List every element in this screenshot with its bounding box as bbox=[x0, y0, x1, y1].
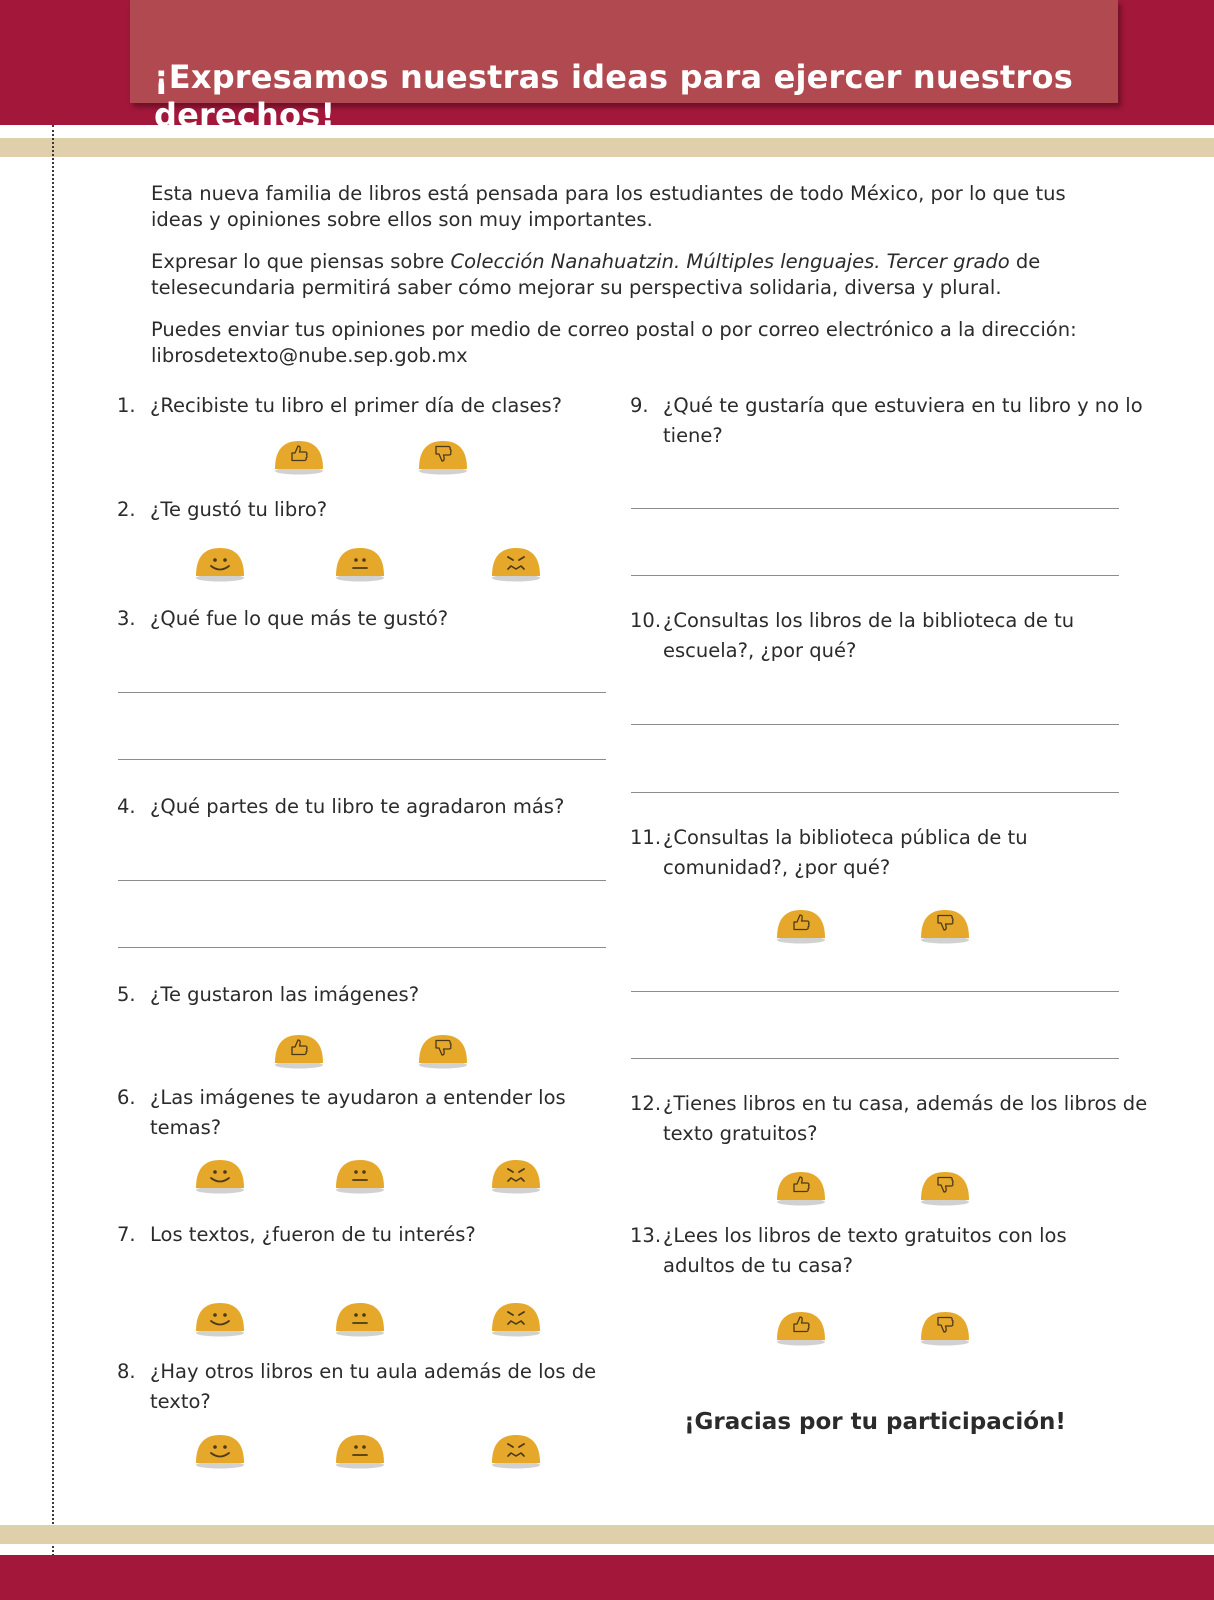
question-number: 6. bbox=[117, 1086, 136, 1109]
answer-line[interactable] bbox=[631, 724, 1119, 725]
question-number: 8. bbox=[117, 1360, 136, 1383]
thumbs-up-icon[interactable] bbox=[774, 1169, 828, 1209]
top-divider-stripe bbox=[0, 138, 1214, 157]
book-title: Colección Nanahuatzin. Múltiples lenguajes. Tercer grado bbox=[450, 250, 1010, 273]
neutral-face-icon[interactable] bbox=[333, 545, 387, 585]
question-text-cont: temas? bbox=[150, 1116, 222, 1139]
happy-face-icon[interactable] bbox=[193, 1157, 247, 1197]
intro-paragraph-3: Puedes enviar tus opiniones por medio de correo postal o por correo electrónico a la dirección: librosdetexto@nube.sep.gob.mx bbox=[151, 318, 1077, 367]
answer-line[interactable] bbox=[118, 759, 606, 760]
question-text-cont: texto? bbox=[150, 1390, 211, 1413]
bottom-divider-stripe bbox=[0, 1525, 1214, 1544]
intro-paragraph-1: Esta nueva familia de libros está pensada para los estudiantes de todo México, por lo que tus ideas y opiniones sobre ellos son muy importantes. bbox=[151, 182, 1066, 231]
thumbs-down-icon[interactable] bbox=[918, 907, 972, 947]
question-number: 13. bbox=[630, 1224, 662, 1247]
question-number: 5. bbox=[117, 983, 136, 1006]
intro-p2-end: de telesecundaria permitirá saber cómo mejorar su perspectiva solidaria, diversa y plural. bbox=[151, 250, 1041, 299]
angry-face-icon[interactable] bbox=[489, 545, 543, 585]
question-number: 3. bbox=[117, 607, 136, 630]
answer-line[interactable] bbox=[118, 947, 606, 948]
question-text: Los textos, ¿fueron de tu interés? bbox=[150, 1223, 476, 1246]
answer-line[interactable] bbox=[631, 1058, 1119, 1059]
title-banner bbox=[130, 0, 1118, 134]
thumbs-down-icon[interactable] bbox=[918, 1169, 972, 1209]
question-text: ¿Hay otros libros en tu aula además de los de bbox=[150, 1360, 597, 1383]
question-text: ¿Recibiste tu libro el primer día de clases? bbox=[150, 394, 562, 417]
question-number: 2. bbox=[117, 498, 136, 521]
question-text: ¿Consultas la biblioteca pública de tu bbox=[663, 826, 1028, 849]
thanks-message: ¡Gracias por tu participación! bbox=[684, 1409, 1066, 1435]
footer-band bbox=[0, 1555, 1214, 1600]
angry-face-icon[interactable] bbox=[489, 1300, 543, 1340]
cut-line bbox=[52, 125, 54, 1600]
answer-line[interactable] bbox=[631, 792, 1119, 793]
question-text-cont: texto gratuitos? bbox=[663, 1122, 818, 1145]
thumbs-down-icon[interactable] bbox=[918, 1309, 972, 1349]
angry-face-icon[interactable] bbox=[489, 1157, 543, 1197]
question-text: ¿Te gustó tu libro? bbox=[150, 498, 328, 521]
answer-line[interactable] bbox=[118, 880, 606, 881]
question-number: 1. bbox=[117, 394, 136, 417]
happy-face-icon[interactable] bbox=[193, 545, 247, 585]
page-title: ¡Expresamos nuestras ideas para ejercer nuestros derechos! bbox=[154, 58, 1073, 134]
thumbs-up-icon[interactable] bbox=[272, 1032, 326, 1072]
angry-face-icon[interactable] bbox=[489, 1432, 543, 1472]
question-text: ¿Lees los libros de texto gratuitos con los bbox=[663, 1224, 1067, 1247]
question-text: ¿Qué partes de tu libro te agradaron más? bbox=[150, 795, 565, 818]
answer-line[interactable] bbox=[631, 508, 1119, 509]
question-number: 7. bbox=[117, 1223, 136, 1246]
question-text: ¿Qué fue lo que más te gustó? bbox=[150, 607, 449, 630]
thumbs-up-icon[interactable] bbox=[272, 438, 326, 478]
answer-line[interactable] bbox=[118, 692, 606, 693]
thumbs-down-icon[interactable] bbox=[416, 438, 470, 478]
neutral-face-icon[interactable] bbox=[333, 1432, 387, 1472]
thumbs-down-icon[interactable] bbox=[416, 1032, 470, 1072]
question-number: 11. bbox=[630, 826, 662, 849]
thumbs-up-icon[interactable] bbox=[774, 1309, 828, 1349]
question-text: ¿Te gustaron las imágenes? bbox=[150, 983, 420, 1006]
question-text-cont: escuela?, ¿por qué? bbox=[663, 639, 857, 662]
neutral-face-icon[interactable] bbox=[333, 1157, 387, 1197]
question-number: 10. bbox=[630, 609, 662, 632]
happy-face-icon[interactable] bbox=[193, 1300, 247, 1340]
answer-line[interactable] bbox=[631, 575, 1119, 576]
question-text: ¿Consultas los libros de la biblioteca de tu bbox=[663, 609, 1075, 632]
neutral-face-icon[interactable] bbox=[333, 1300, 387, 1340]
question-text-cont: adultos de tu casa? bbox=[663, 1254, 853, 1277]
thumbs-up-icon[interactable] bbox=[774, 907, 828, 947]
intro-p2-start: Expresar lo que piensas sobre bbox=[151, 250, 451, 273]
question-text: ¿Qué te gustaría que estuviera en tu libro y no lo bbox=[663, 394, 1143, 417]
question-number: 9. bbox=[630, 394, 649, 417]
question-text-cont: tiene? bbox=[663, 424, 723, 447]
question-text-cont: comunidad?, ¿por qué? bbox=[663, 856, 891, 879]
question-number: 12. bbox=[630, 1092, 662, 1115]
happy-face-icon[interactable] bbox=[193, 1432, 247, 1472]
question-number: 4. bbox=[117, 795, 136, 818]
intro-paragraph-2 bbox=[151, 249, 1081, 301]
question-text: ¿Las imágenes te ayudaron a entender los bbox=[150, 1086, 566, 1109]
question-text: ¿Tienes libros en tu casa, además de los libros de bbox=[663, 1092, 1148, 1115]
answer-line[interactable] bbox=[631, 991, 1119, 992]
